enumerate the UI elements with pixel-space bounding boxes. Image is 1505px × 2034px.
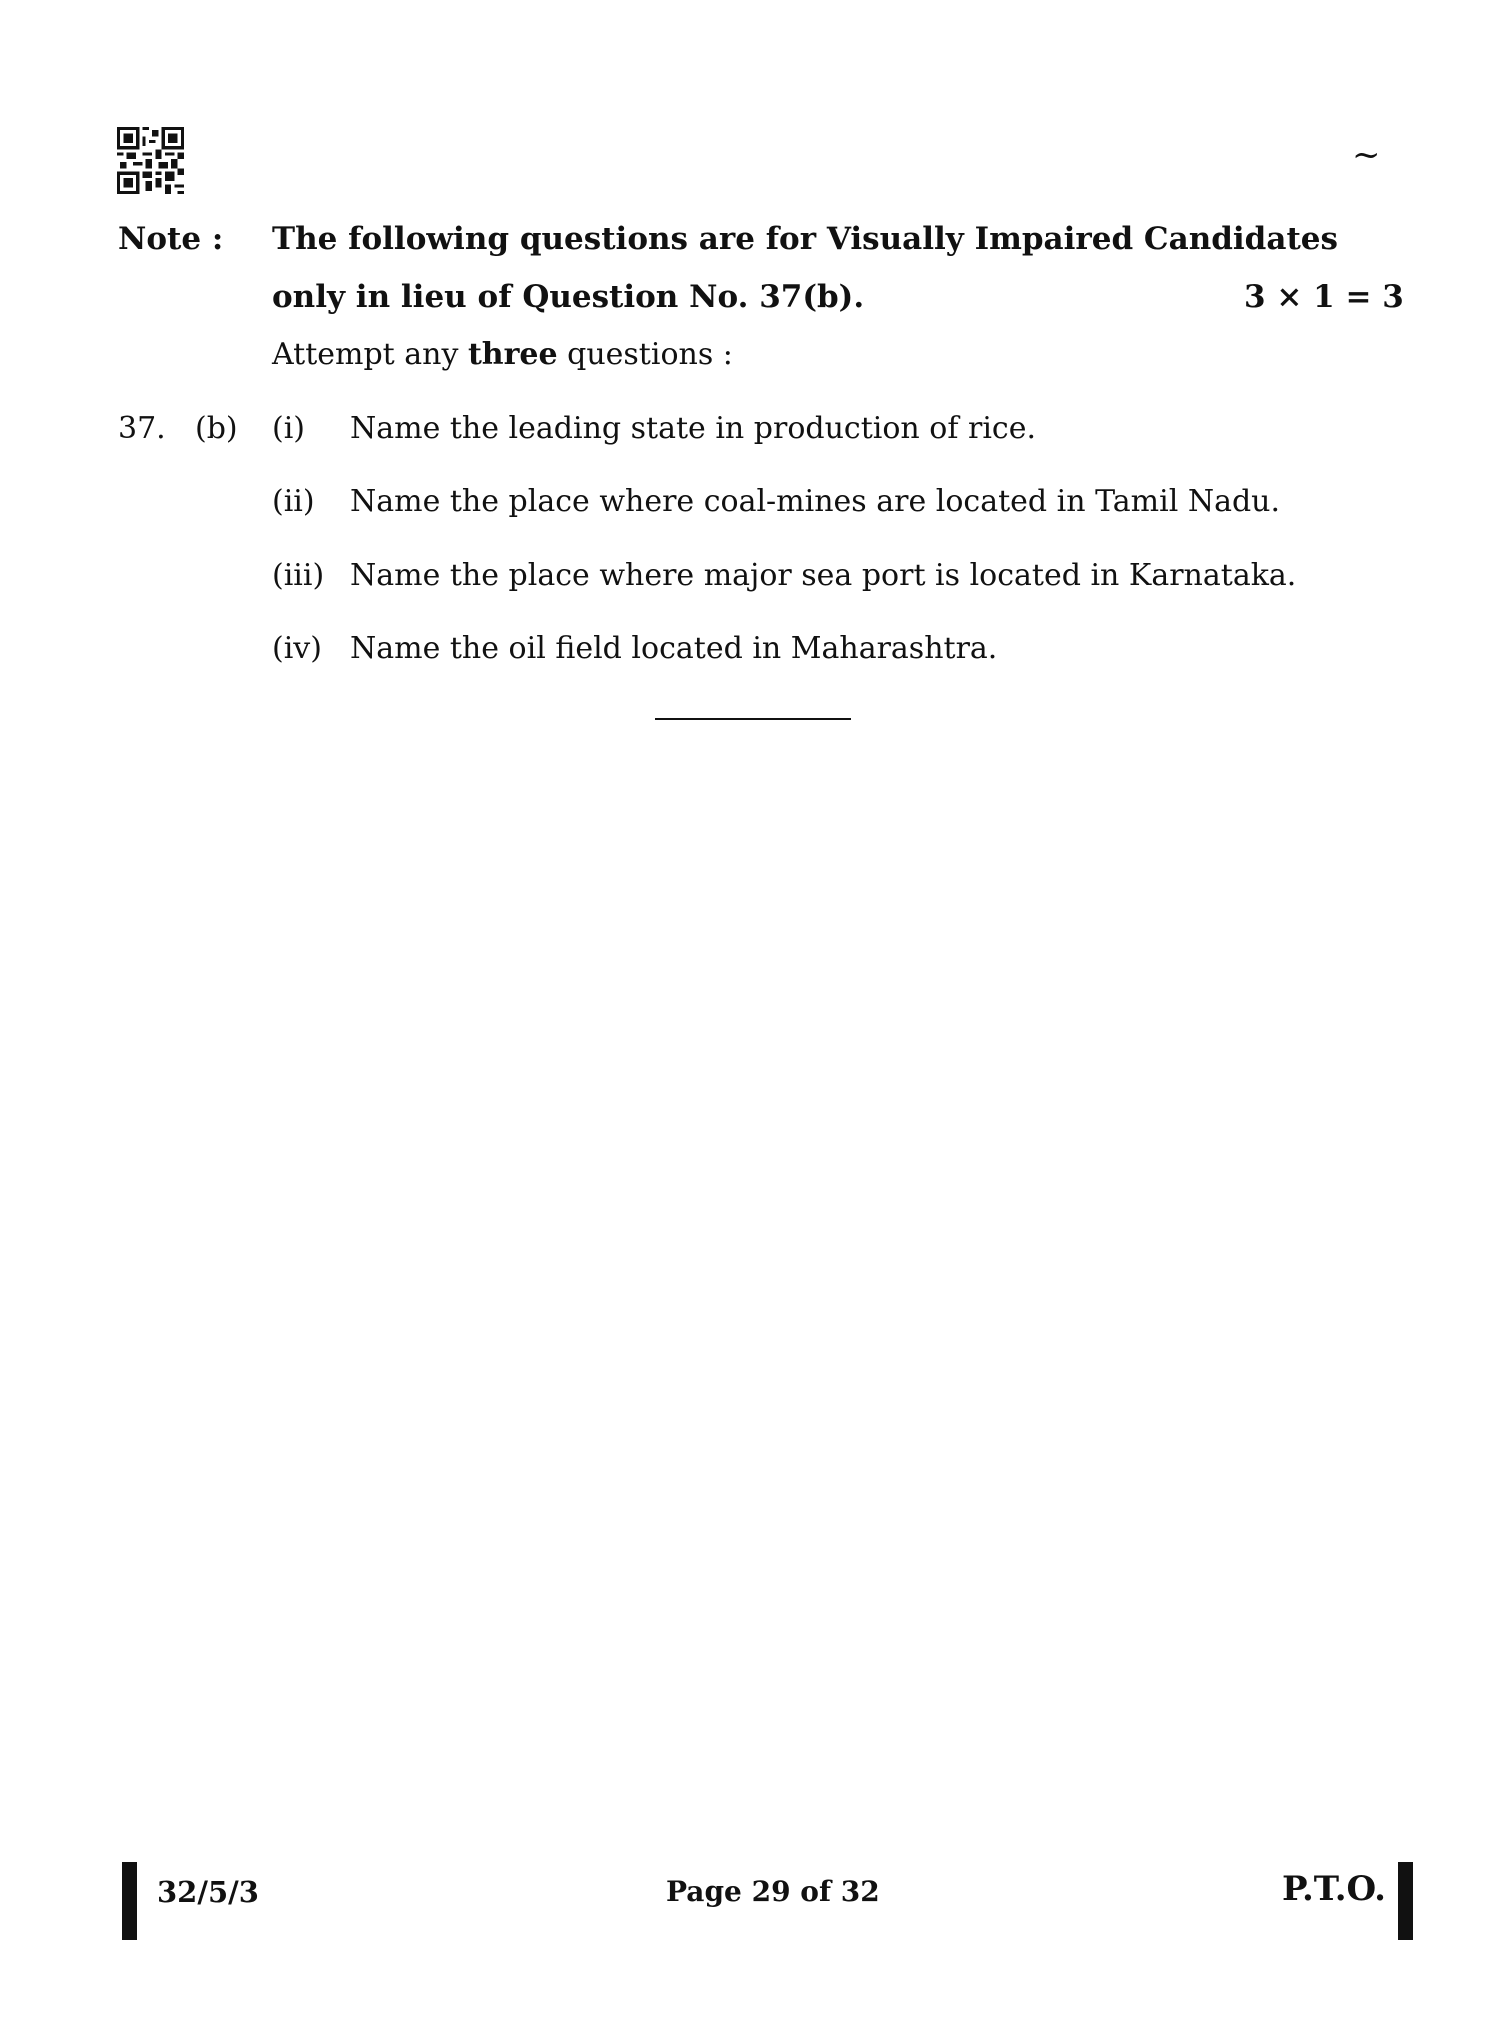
footer-left-bar — [122, 1862, 137, 1940]
sub-question-text: Name the leading state in production of rice. — [350, 411, 1037, 446]
sub-question-text: Name the place where coal-mines are located in Tamil Nadu. — [350, 484, 1281, 519]
note-line-2: only in lieu of Question No. 37(b). — [272, 279, 865, 315]
marks-allocation: 3 × 1 = 3 — [1244, 279, 1404, 315]
question-number: 37. — [118, 411, 166, 446]
attempt-prefix: Attempt any — [272, 337, 468, 372]
attempt-count: three — [467, 337, 558, 372]
footer-right-bar — [1398, 1862, 1413, 1940]
sub-question-numeral: (i) — [272, 411, 306, 446]
sub-question-numeral: (ii) — [272, 484, 315, 519]
qr-code-icon — [117, 127, 184, 194]
tilde-mark: ~ — [1352, 135, 1381, 175]
sub-question-numeral: (iv) — [272, 631, 322, 666]
note-label: Note : — [118, 221, 224, 257]
note-line-1: The following questions are for Visually Impaired Candidates — [272, 221, 1338, 257]
attempt-instruction — [272, 334, 733, 376]
page-number: Page 29 of 32 — [666, 1875, 880, 1908]
sub-question-text: Name the oil field located in Maharashtra. — [350, 631, 998, 666]
paper-code: 32/5/3 — [157, 1875, 259, 1909]
end-divider — [655, 718, 851, 720]
sub-question-numeral: (iii) — [272, 558, 325, 593]
attempt-suffix: questions : — [557, 337, 733, 372]
pto-label: P.T.O. — [1282, 1869, 1386, 1909]
question-part: (b) — [195, 411, 238, 446]
sub-question-text: Name the place where major sea port is located in Karnataka. — [350, 558, 1297, 593]
